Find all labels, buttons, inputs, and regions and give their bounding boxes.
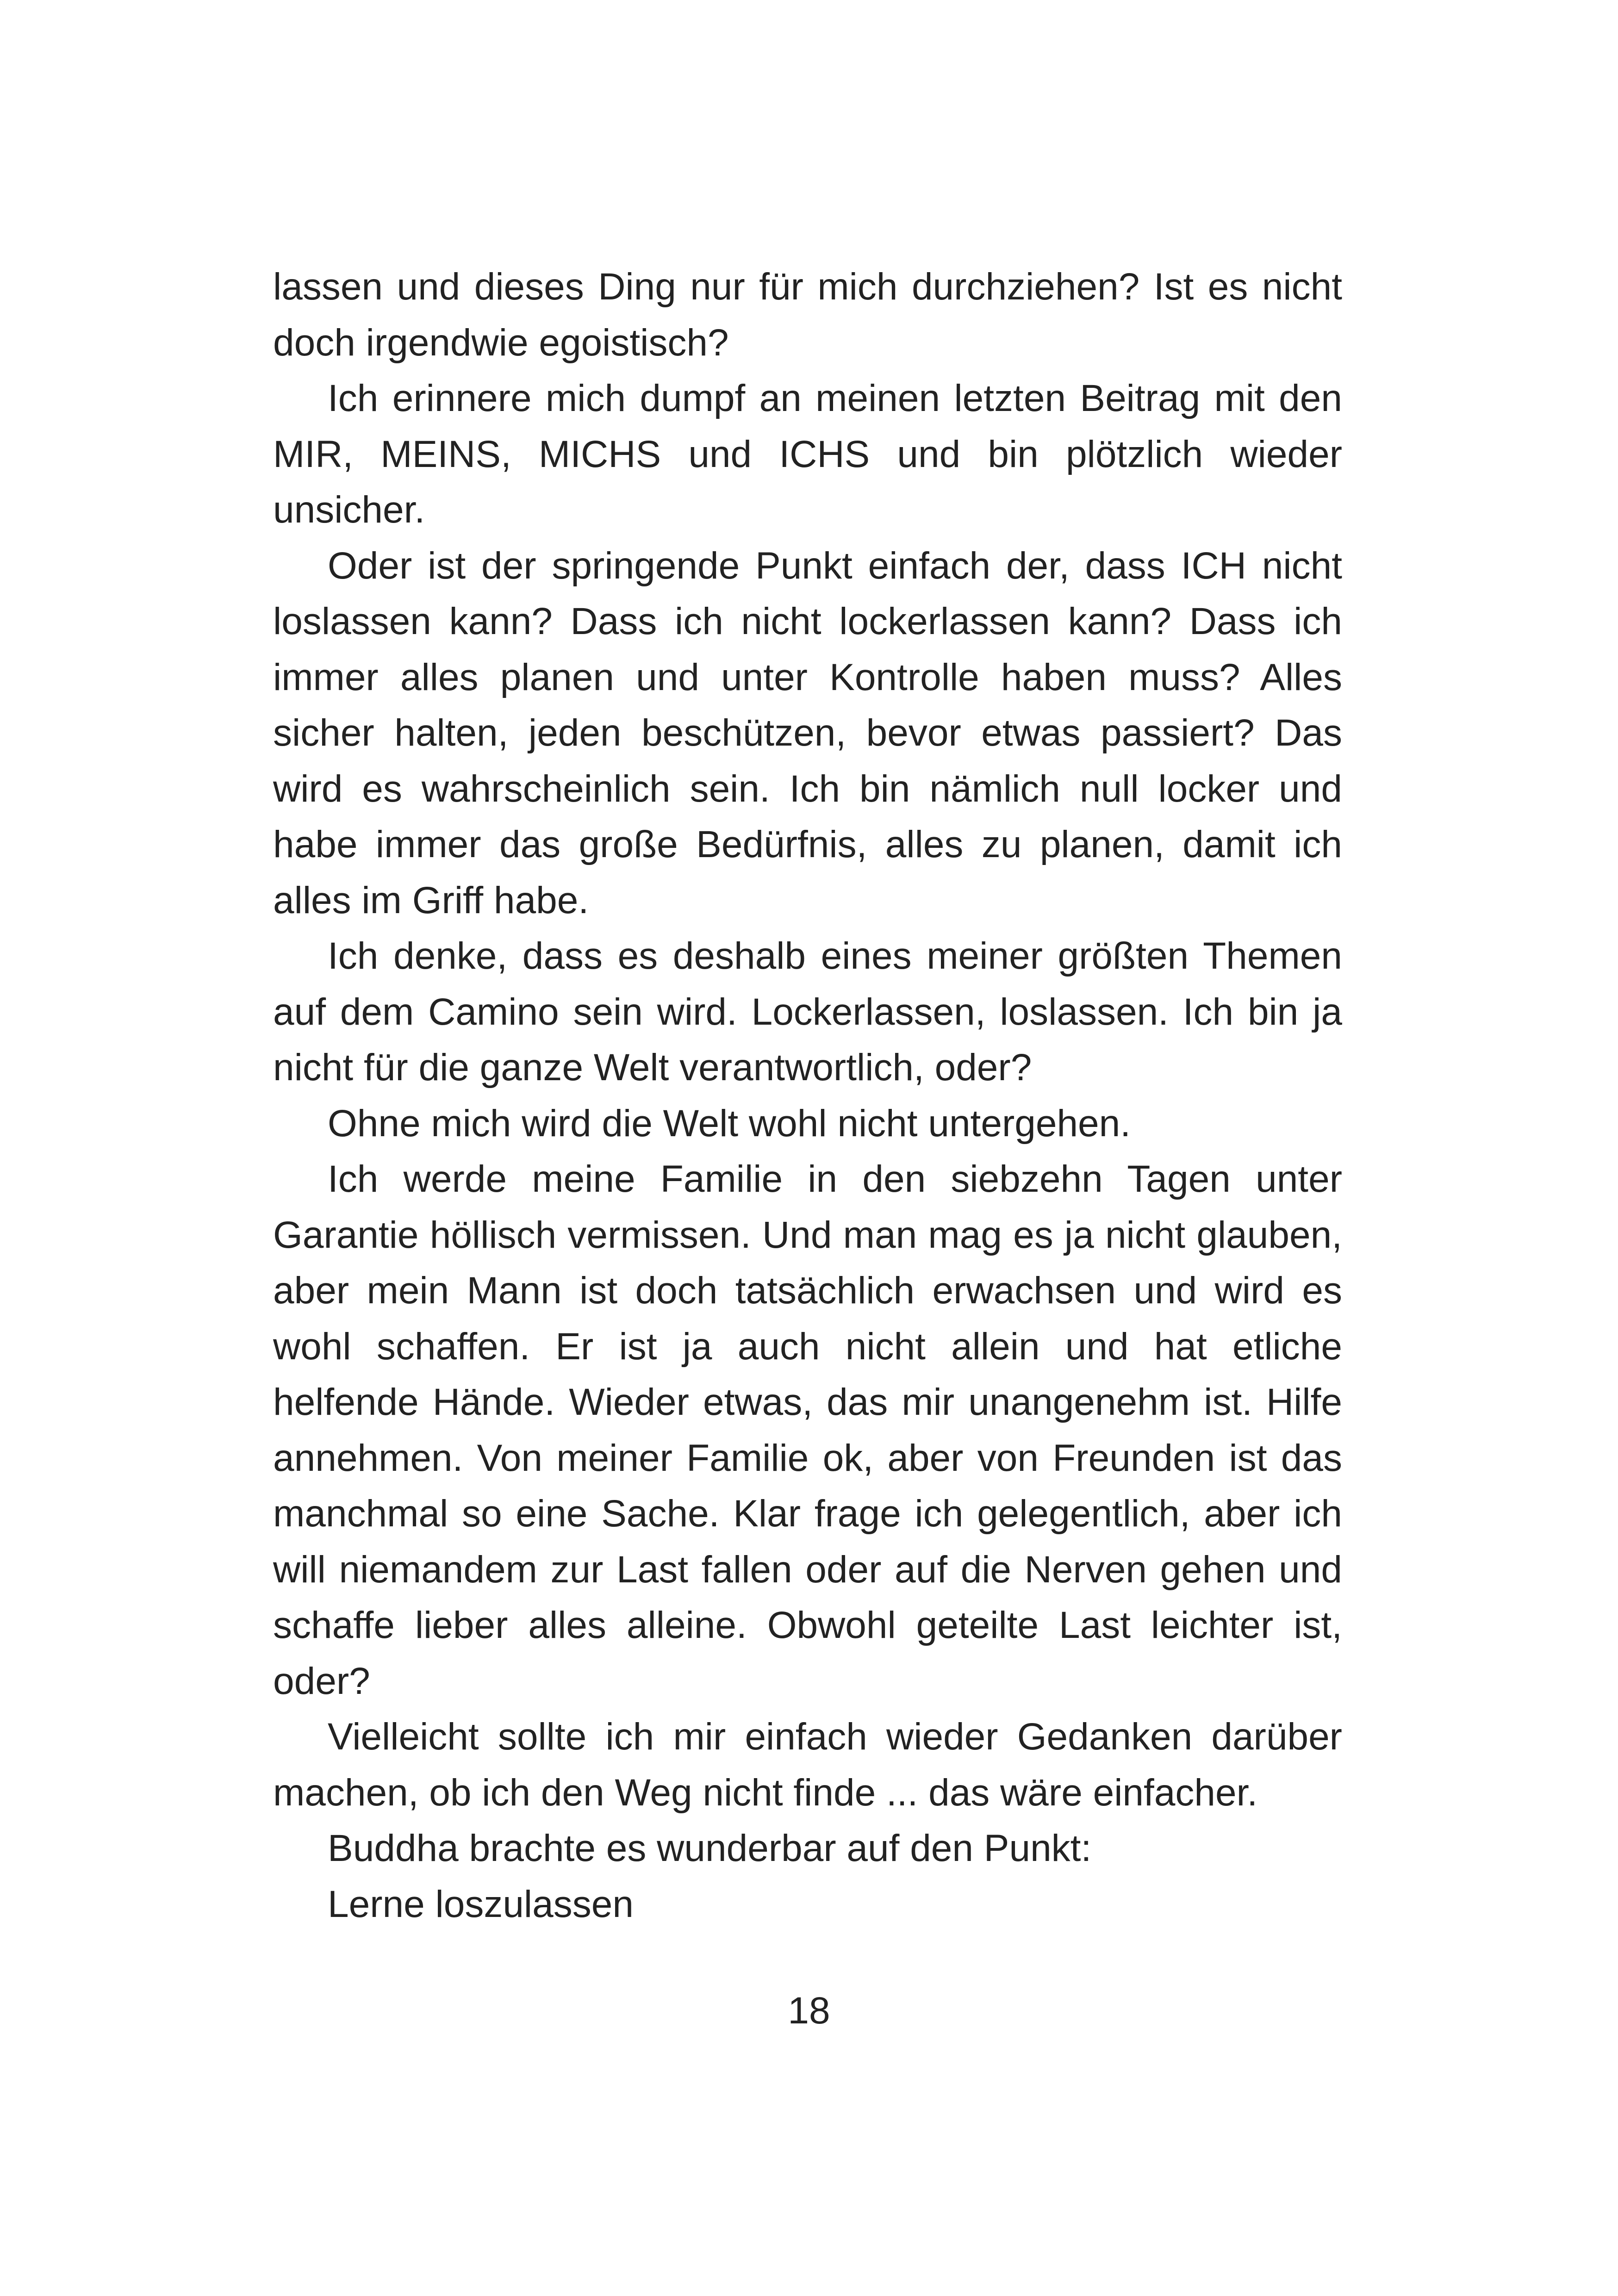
paragraph-7: Vielleicht sollte ich mir einfach wieder Gedanken darüber machen, ob ich den Weg nicht finde ... das wäre einfacher.	[273, 1716, 1342, 1814]
paragraph-5: Ohne mich wird die Welt wohl nicht untergehen.	[328, 1102, 1131, 1145]
paragraph-1: lassen und dieses Ding nur für mich durchziehen? Ist es nicht doch irgendwie egoistisch?	[273, 266, 1342, 364]
paragraph-6: Ich werde meine Familie in den siebzehn Tagen unter Garantie höllisch vermissen. Und man mag es ja nicht glauben, aber mein Mann ist doch tatsächlich erwachsen und wird es wohl schaffen. Er ist ja auch nicht allein und hat etliche helfende Hände. Wieder etwas, das mir unangenehm ist. Hilfe annehmen. Von meiner Familie ok, aber von Freunden ist das manchmal so eine Sache. Klar frage ich gelegentlich, aber ich will niemandem zur Last fallen oder auf die Nerven gehen und schaffe lieber alles alleine. Obwohl geteilte Last leichter ist, oder?	[273, 1158, 1342, 1702]
paragraph-8: Buddha brachte es wunderbar auf den Punkt:	[328, 1827, 1092, 1869]
paragraph-4: Ich denke, dass es deshalb eines meiner größten Themen auf dem Camino sein wird. Lockerlassen, loslassen. Ich bin ja nicht für die ganze Welt verantwortlich, oder?	[273, 935, 1342, 1089]
paragraph-9: Lerne loszulassen	[328, 1883, 634, 1925]
paragraph-2: Ich erinnere mich dumpf an meinen letzten Beitrag mit den MIR, MEINS, MICHS und ICHS und bin plötzlich wieder unsicher.	[273, 377, 1342, 531]
page-number: 18	[788, 1990, 830, 2032]
body-text	[273, 259, 1342, 1932]
paragraph-3: Oder ist der springende Punkt einfach der, dass ICH nicht loslassen kann? Dass ich nicht lockerlassen kann? Dass ich immer alles planen und unter Kontrolle haben muss? Alles sicher halten, jeden beschützen, bevor etwas passiert? Das wird es wahrscheinlich sein. Ich bin nämlich null locker und habe immer das große Bedürfnis, alles zu planen, damit ich alles im Griff habe.	[273, 544, 1342, 921]
